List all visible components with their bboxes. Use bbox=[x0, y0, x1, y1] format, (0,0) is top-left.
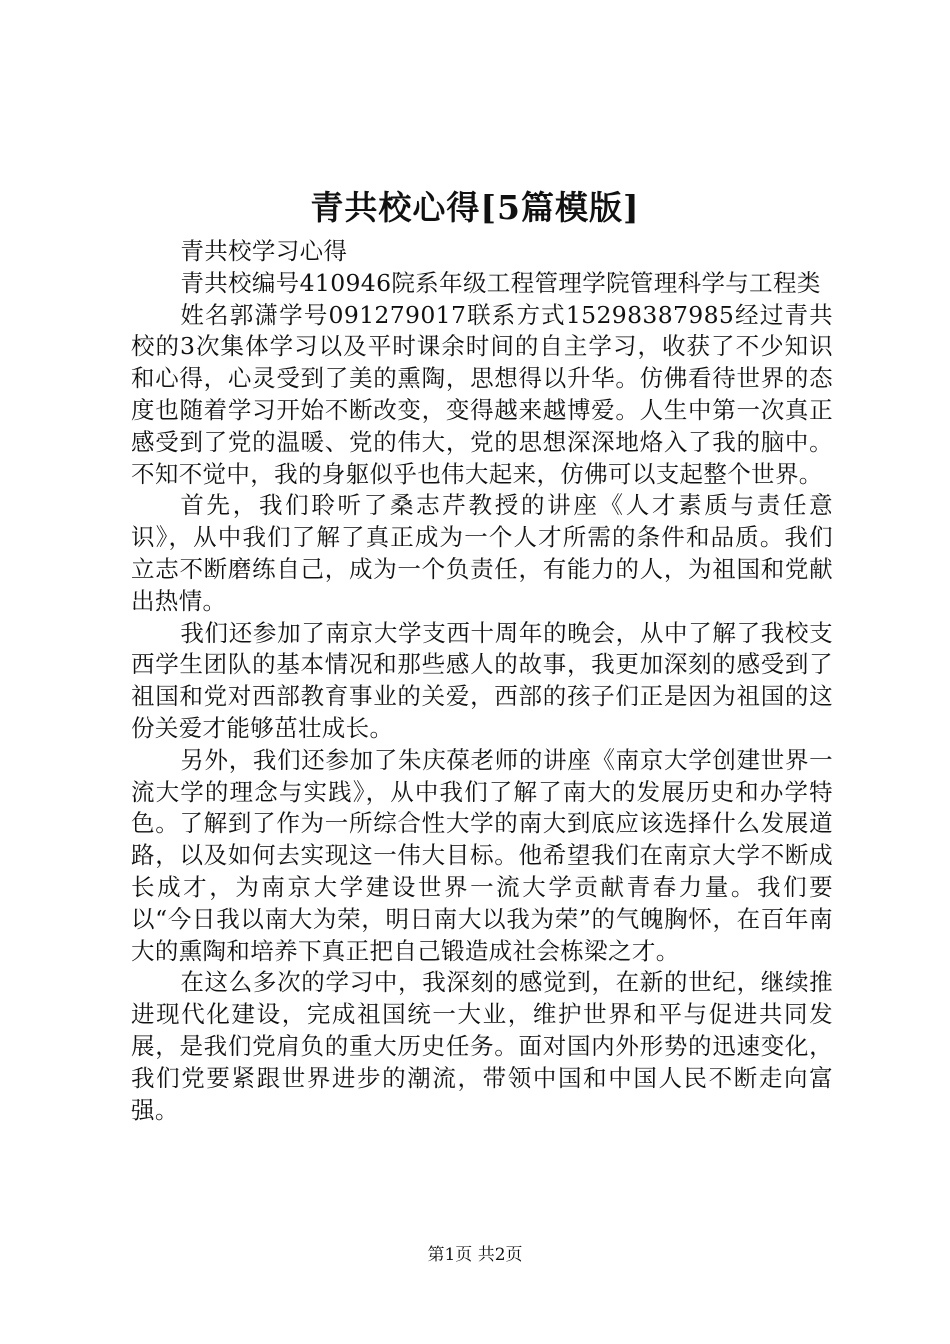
paragraph-lecture-one: 首先，我们聆听了桑志芹教授的讲座《人才素质与责任意识》，从中我们了解了真正成为一个人才所需的条件和品质。我们立志不断磨练自己，成为一个负责任，有能力的人，为祖国和党献出热情。 bbox=[131, 491, 833, 615]
paragraph-intro: 姓名郭潇学号091279017联系方式15298387985经过青共校的3次集体学习以及平时课余时间的自主学习，收获了不少知识和心得，心灵受到了美的熏陶，思想得以升华。仿佛看待世界的态度也随着学习开始不断改变，变得越来越博爱。人生中第一次真正感受到了党的温暖、党的伟大，党的思想深深地烙入了我的脑中。不知不觉中，我的身躯似乎也伟大起来，仿佛可以支起整个世界。 bbox=[131, 300, 833, 488]
paragraph-info: 青共校编号410946院系年级工程管理学院管理科学与工程类 bbox=[180, 268, 821, 297]
paragraph-gala: 我们还参加了南京大学支西十周年的晚会，从中了解了我校支西学生团队的基本情况和那些感人的故事，我更加深刻的感受到了祖国和党对西部教育事业的关爱，西部的孩子们正是因为祖国的这份关爱才能够茁壮成长。 bbox=[131, 618, 833, 742]
document-body bbox=[131, 236, 833, 1126]
document-title: 青共校心得[5篇模版] bbox=[310, 188, 640, 227]
paragraph-heading: 青共校学习心得 bbox=[180, 237, 348, 265]
paragraph-conclusion: 在这么多次的学习中，我深刻的感觉到，在新的世纪，继续推进现代化建设，完成祖国统一大业，维护世界和平与促进共同发展，是我们党肩负的重大历史任务。面对国内外形势的迅速变化，我们党要紧跟世界进步的潮流，带领中国和中国人民不断走向富强。 bbox=[131, 968, 833, 1124]
page-number-footer: 第1页 共2页 bbox=[427, 1245, 523, 1265]
paragraph-lecture-two: 另外，我们还参加了朱庆葆老师的讲座《南京大学创建世界一流大学的理念与实践》，从中我们了解了南大的发展历史和办学特色。了解到了作为一所综合性大学的南大到底应该选择什么发展道路，以及如何去实现这一伟大目标。他希望我们在南京大学不断成长成才，为南京大学建设世界一流大学贡献青春力量。我们要以“今日我以南大为荣，明日南大以我为荣”的气魄胸怀，在百年南大的熏陶和培养下真正把自己锻造成社会栋梁之才。 bbox=[131, 745, 833, 965]
